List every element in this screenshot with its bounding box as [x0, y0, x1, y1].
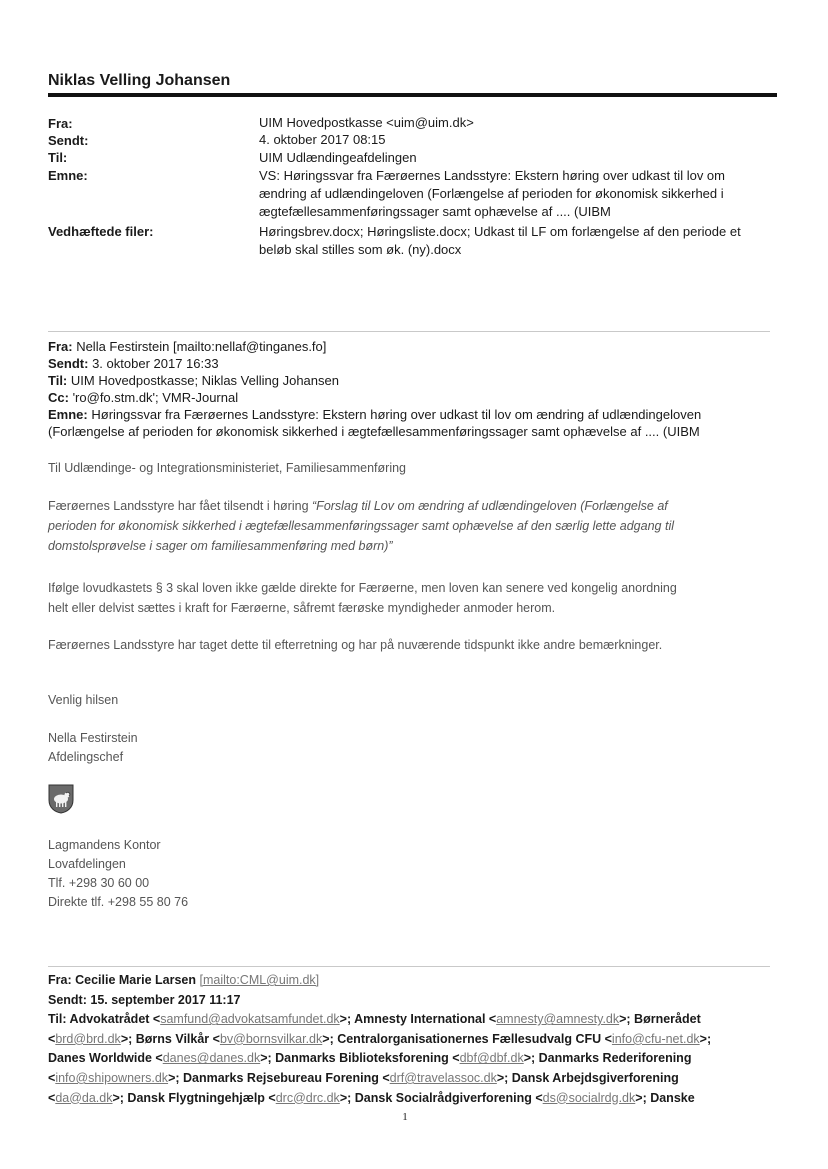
forwarded-header: [48, 971, 793, 1108]
signer-title: Afdelingschef: [48, 750, 124, 764]
office-block: [48, 836, 188, 912]
fwd-from-name: Cecilie Marie Larsen: [75, 973, 197, 987]
reply-cc-value: 'ro@fo.stm.dk'; VMR-Journal: [72, 390, 239, 405]
from-label: Fra:: [48, 116, 73, 131]
office-phone: Tlf. +298 30 60 00: [48, 876, 150, 890]
recipient-text: >; Dansk Flygtningehjælp <: [112, 1090, 276, 1105]
recipient-text: >; Danmarks Rejsebureau Forening <: [168, 1070, 390, 1085]
page-number: 1: [402, 1111, 408, 1123]
recipient-text: Advokatrådet <: [69, 1012, 161, 1027]
sent-value: 4. oktober 2017 08:15: [259, 132, 386, 147]
recipient-text: >;: [699, 1031, 712, 1046]
from-value: UIM Hovedpostkasse <uim@uim.dk>: [259, 115, 474, 130]
paragraph-no-remarks: Færøernes Landsstyre har taget dette til efterretning og har på nuværende tidspunkt ikke andre bemærkninger.: [48, 638, 663, 652]
reply-from-value: Nella Festirstein [mailto:nellaf@tinganes.fo]: [76, 339, 327, 354]
reply-sent-value: 3. oktober 2017 16:33: [92, 356, 219, 371]
signer-name: Nella Festirstein: [48, 731, 138, 745]
ram-crest-icon: [48, 784, 74, 814]
email-link[interactable]: dbf@dbf.dk: [459, 1051, 524, 1066]
subject-label: Emne:: [48, 168, 88, 183]
forwarded-divider: [48, 966, 770, 967]
reply-from-label: Fra:: [48, 339, 73, 354]
recipient-text: >; Dansk Socialrådgiverforening <: [339, 1090, 543, 1105]
recipient-text: >; Danske: [635, 1090, 695, 1105]
email-link[interactable]: drf@travelassoc.dk: [389, 1070, 497, 1085]
sender-name-title: Niklas Velling Johansen: [48, 72, 231, 89]
reply-subject-value: Høringssvar fra Færøernes Landsstyre: Ekstern høring over udkast til lov om ændring af udlændingeloven: [91, 407, 702, 422]
reply-to-label: Til:: [48, 373, 68, 388]
recipient-text: >; Amnesty International <: [339, 1012, 497, 1027]
paragraph-consultation: Færøernes Landsstyre har fået tilsendt i høring “Forslag til Lov om ændring af udlændingeloven (Forlængelse af perioden for økonomisk sikkerhed i ægtefællesammenføringssager samt ophævelse af den særlig lette adgang til domstolsprøvelse i sager om familiesammenføring med børn)”: [48, 499, 674, 553]
fwd-from-label: Fra:: [48, 973, 72, 987]
office-direct-phone: Direkte tlf. +298 55 80 76: [48, 895, 189, 909]
reply-subject-continued: (Forlængelse af perioden for økonomisk sikkerhed i ægtefællesammenføringssager samt ophævelse af .... (UIBM: [48, 424, 700, 439]
signature: [48, 729, 138, 767]
email-link[interactable]: drc@drc.dk: [275, 1090, 340, 1105]
attachments-value: Høringsbrev.docx; Høringsliste.docx; Udkast til LF om forlængelse af den periode et beløb skal stilles som øk. (ny).docx: [259, 224, 741, 257]
recipient-text: <: [48, 1070, 56, 1085]
reply-sent-label: Sendt:: [48, 356, 89, 371]
recipient-text: >; Danmarks Biblioteksforening <: [260, 1051, 460, 1066]
email-link[interactable]: ds@socialrdg.dk: [542, 1090, 636, 1105]
recipient-text: >; Dansk Arbejdsgiverforening: [496, 1070, 679, 1085]
reply-subject-label: Emne:: [48, 407, 88, 422]
closing: Venlig hilsen: [48, 693, 119, 707]
fwd-sent-label: Sendt:: [48, 992, 87, 1007]
recipient-text: Danes Worldwide <: [48, 1051, 163, 1066]
to-label: Til:: [48, 150, 68, 165]
fwd-to-label: Til:: [48, 1012, 67, 1027]
reply-to-value: UIM Hovedpostkasse; Niklas Velling Johansen: [70, 373, 339, 388]
recipient-text: >; Børns Vilkår <: [120, 1031, 220, 1046]
recipient-text: >; Børnerådet: [619, 1012, 701, 1027]
office-department: Lovafdelingen: [48, 857, 126, 871]
email-link[interactable]: info@cfu-net.dk: [611, 1031, 700, 1046]
fwd-sent-value: 15. september 2017 11:17: [90, 992, 241, 1007]
email-link[interactable]: brd@brd.dk: [55, 1031, 121, 1046]
title-divider: [48, 93, 777, 97]
email-link[interactable]: samfund@advokatsamfundet.dk: [160, 1012, 340, 1027]
reply-divider: [48, 331, 770, 332]
email-link[interactable]: amnesty@amnesty.dk: [496, 1012, 620, 1027]
office-name: Lagmandens Kontor: [48, 838, 161, 852]
sent-label: Sendt:: [48, 133, 89, 148]
email-link[interactable]: danes@danes.dk: [162, 1051, 261, 1066]
reply-cc-label: Cc:: [48, 390, 69, 405]
paragraph-applicability: Ifølge lovudkastets § 3 skal loven ikke gælde direkte for Færøerne, men loven kan senere ved kongelig anordning helt eller delvist sættes i kraft for Færøerne, såfremt færøske myndigheder anmoder herom.: [48, 581, 677, 615]
salutation: Til Udlændinge- og Integrationsministeriet, Familiesammenføring: [48, 461, 407, 475]
recipient-text: <: [48, 1031, 56, 1046]
recipient-text: >; Danmarks Rederiforening: [523, 1051, 692, 1066]
email-link[interactable]: info@shipowners.dk: [55, 1070, 169, 1085]
fwd-from-mailto-link[interactable]: [mailto:CML@uim.dk]: [199, 973, 320, 987]
subject-value: VS: Høringssvar fra Færøernes Landsstyre: Ekstern høring over udkast til lov om ændring af udlændingeloven (Forlængelse af perioden for økonomisk sikkerhed i ægtefællesammenføringssager samt ophævelse af .... (UIBM: [259, 168, 725, 219]
reply-header: [48, 338, 788, 440]
to-value: UIM Udlændingeafdelingen: [259, 150, 417, 165]
recipient-text: <: [48, 1090, 56, 1105]
attachments-label: Vedhæftede filer:: [48, 224, 154, 239]
email-link[interactable]: da@da.dk: [55, 1090, 113, 1105]
recipient-text: >; Centralorganisationernes Fællesudvalg CFU <: [322, 1031, 612, 1046]
email-link[interactable]: bv@bornsvilkar.dk: [219, 1031, 323, 1046]
